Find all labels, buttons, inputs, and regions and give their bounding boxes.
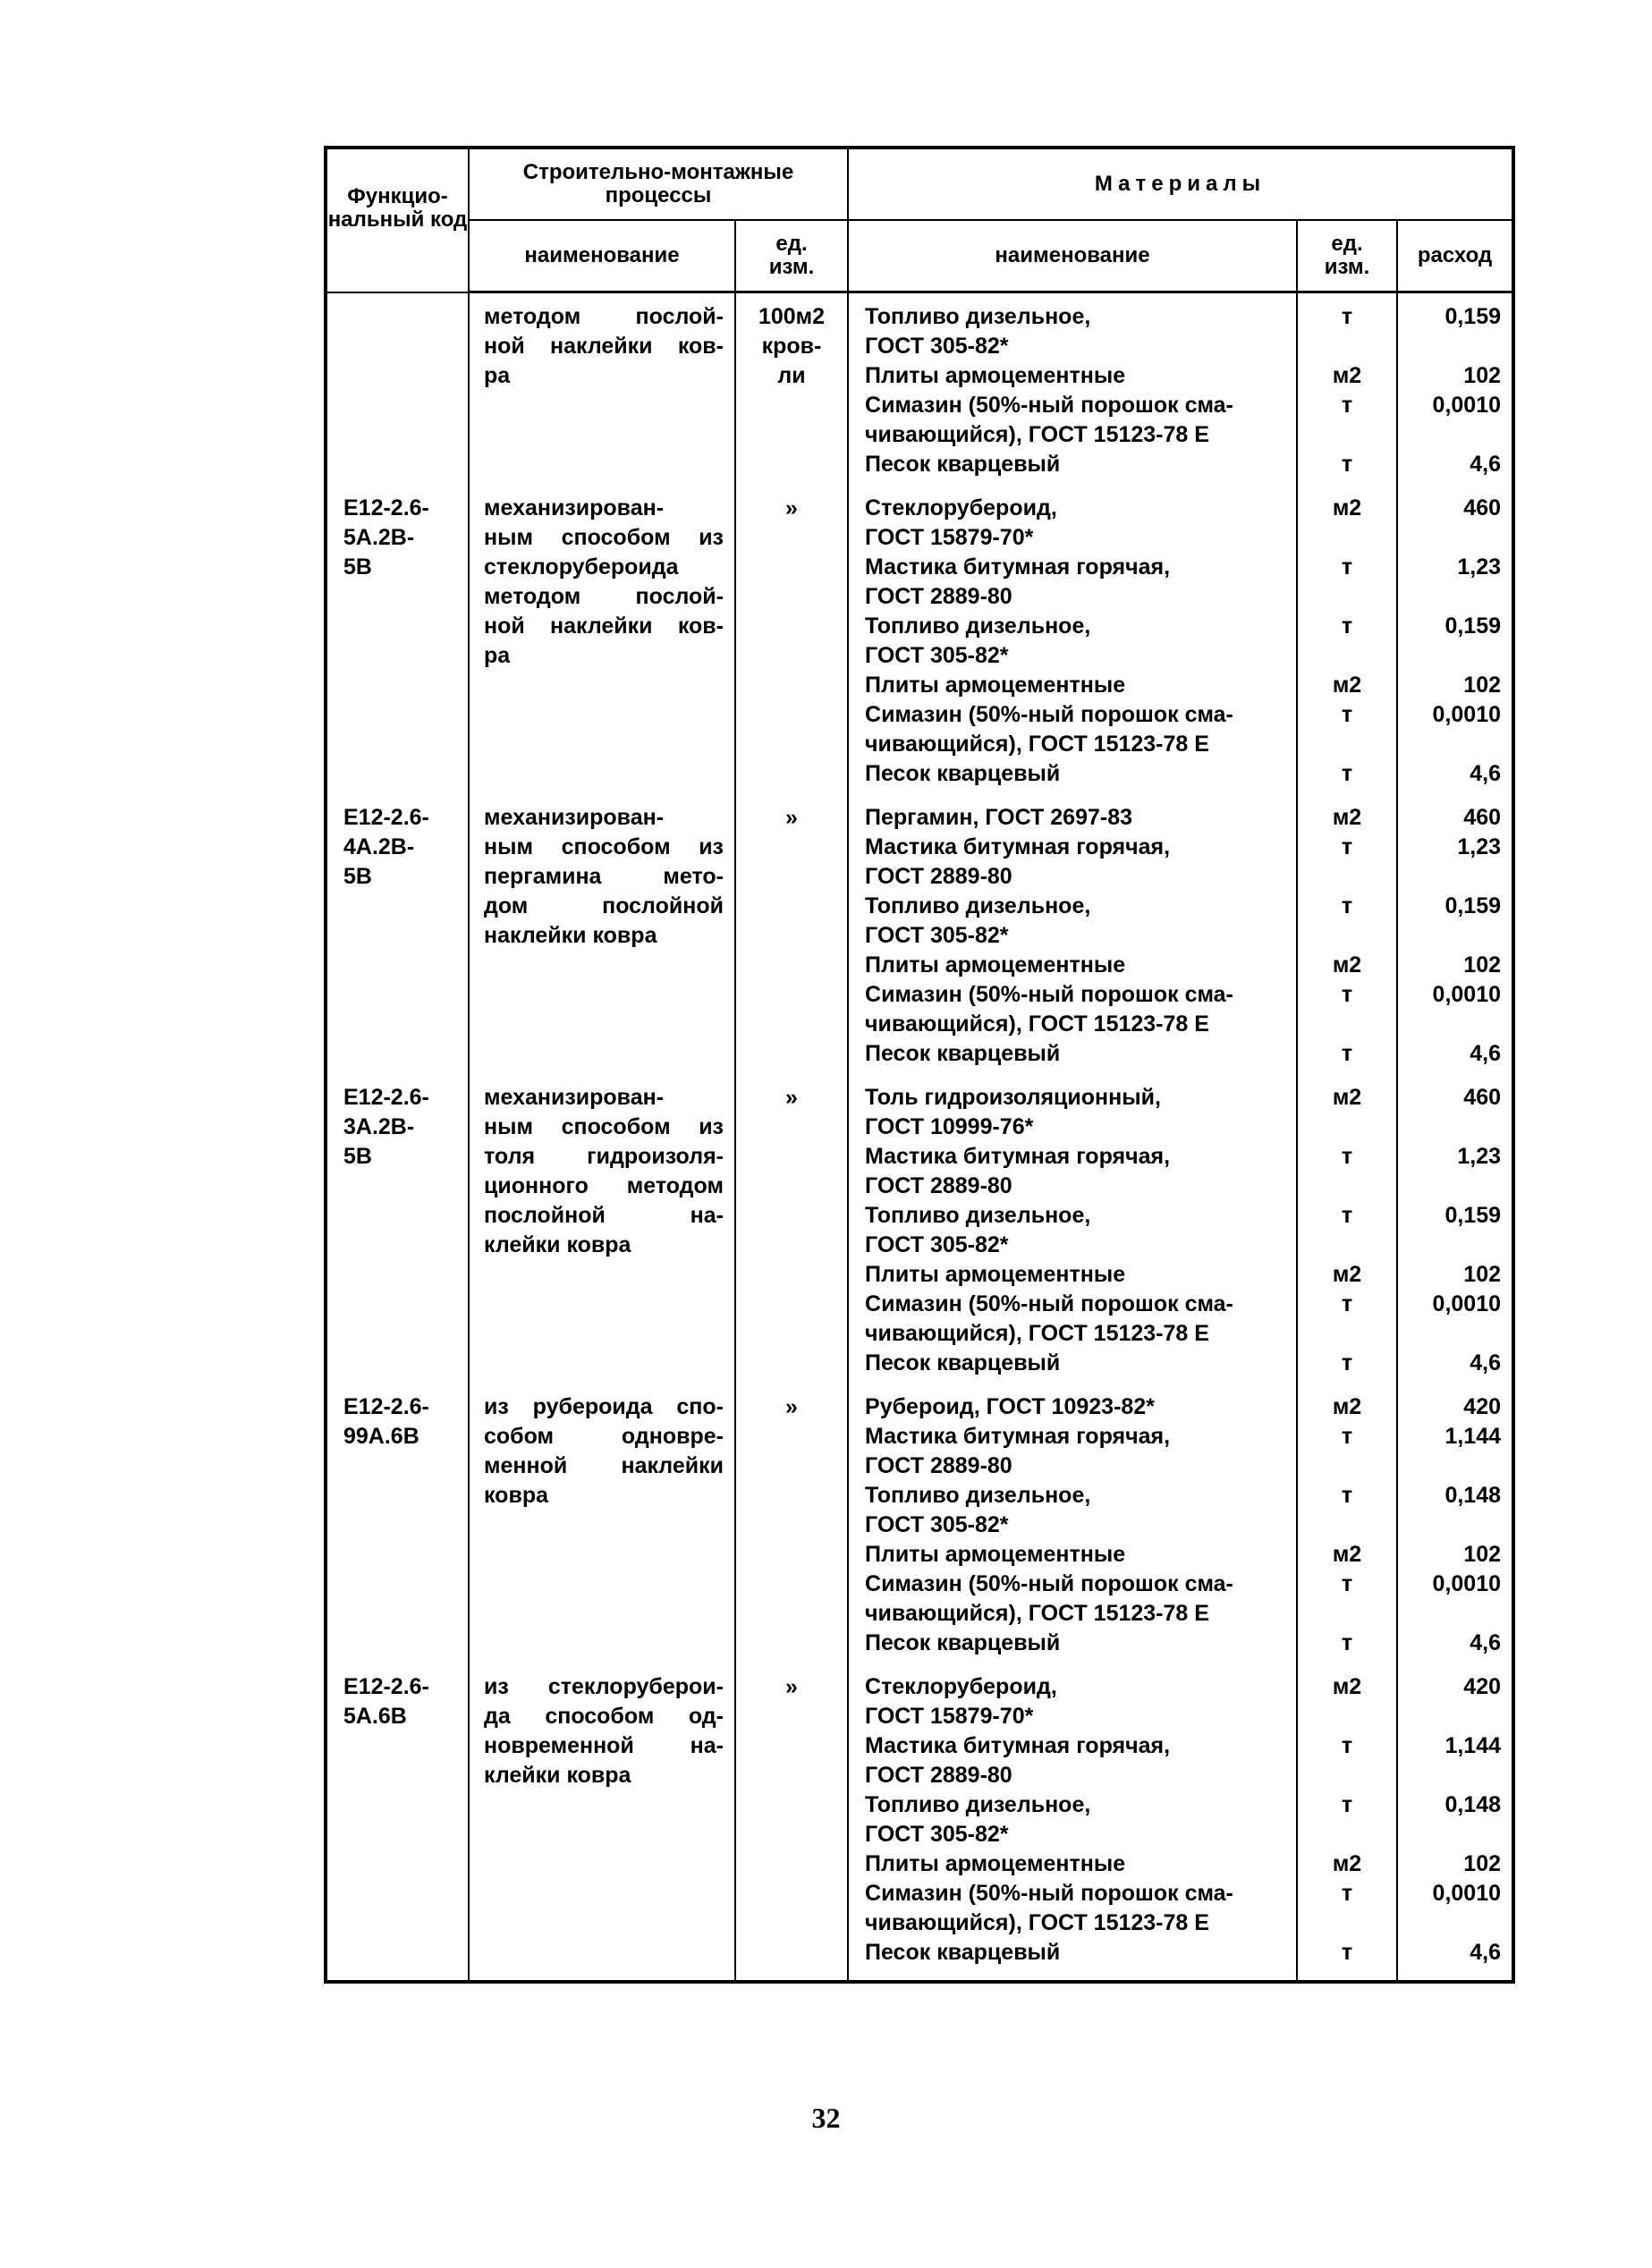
material-name-line: Плиты армоцементные: [865, 1851, 1126, 1876]
table-row: [326, 487, 1513, 796]
process-unit-line: кров-: [761, 334, 822, 359]
material-unit: т: [1341, 761, 1353, 786]
material-unit: т: [1341, 1424, 1353, 1449]
material-rate: 0,0010: [1432, 1881, 1502, 1906]
material-rate-cell: [1397, 1076, 1513, 1385]
material-name-line: Плиты армоцементные: [865, 952, 1126, 977]
material-rate: 102: [1463, 1851, 1502, 1876]
material-item: [865, 450, 1291, 479]
table-row: [326, 292, 1513, 487]
material-name-line: ГОСТ 2889-80: [865, 1763, 1012, 1788]
material-name-line: Мастика битумная горячая,: [865, 1144, 1171, 1169]
material-unit: м2: [1332, 363, 1362, 388]
material-name-line: Песок кварцевый: [865, 1041, 1061, 1066]
material-rate: 102: [1463, 952, 1502, 977]
material-name-line: чивающийся), ГОСТ 15123-78 Е: [865, 1910, 1209, 1935]
function-code-cell: [326, 1665, 469, 1982]
material-rate: 0,159: [1444, 304, 1502, 329]
material-rate: 0,148: [1444, 1792, 1502, 1817]
material-unit: м2: [1332, 1851, 1362, 1876]
material-rate: 460: [1463, 805, 1502, 830]
header-processes: Строительно-монтажные процессы: [469, 148, 848, 220]
material-name-cell: [848, 292, 1297, 487]
material-name-line: Топливо дизельное,: [865, 304, 1091, 329]
material-item: [865, 700, 1291, 759]
material-name-line: ГОСТ 15879-70*: [865, 1704, 1034, 1729]
material-name-line: Стеклорубероид,: [865, 495, 1057, 520]
material-unit: т: [1341, 1733, 1353, 1758]
material-item: [865, 803, 1291, 833]
material-name-line: Песок кварцевый: [865, 1350, 1061, 1375]
material-name-cell: [848, 1385, 1297, 1665]
material-item: [865, 1349, 1291, 1378]
material-name-line: ГОСТ 2889-80: [865, 1173, 1012, 1198]
material-name-line: Мастика битумная горячая,: [865, 1733, 1171, 1758]
header-mat-unit: ед. изм.: [1297, 220, 1397, 292]
function-code-line: Е12-2.6-: [343, 805, 429, 830]
process-name-line: механизирован-: [484, 805, 665, 830]
material-name-line: Толь гидроизоляционный,: [865, 1085, 1161, 1110]
material-name-line: Песок кварцевый: [865, 452, 1061, 477]
process-unit-cell: [735, 796, 848, 1076]
material-item: [865, 951, 1291, 980]
material-rate: 0,159: [1444, 1203, 1502, 1228]
process-name-line: да способом од-: [484, 1704, 724, 1729]
material-item: [865, 1879, 1291, 1938]
process-unit-line: »: [785, 1085, 798, 1110]
material-name-line: чивающийся), ГОСТ 15123-78 Е: [865, 1321, 1209, 1346]
function-code-line: Е12-2.6-: [343, 1085, 429, 1110]
material-unit-cell: [1297, 796, 1397, 1076]
material-name-line: Песок кварцевый: [865, 761, 1061, 786]
function-code-line: 5В: [343, 1144, 372, 1169]
material-name-line: Мастика битумная горячая,: [865, 1424, 1171, 1449]
material-unit: т: [1341, 1881, 1353, 1906]
material-name-line: Топливо дизельное,: [865, 1483, 1091, 1508]
table-row: [326, 1076, 1513, 1385]
material-unit: м2: [1332, 1085, 1362, 1110]
material-name-line: Симазин (50%-ный порошок сма-: [865, 1881, 1233, 1906]
process-name-line: ной наклейки ков-: [484, 334, 724, 359]
material-rate: 1,144: [1444, 1733, 1502, 1758]
material-rate: 460: [1463, 495, 1502, 520]
process-name-line: из рубероида спо-: [484, 1394, 724, 1419]
material-name-line: Симазин (50%-ный порошок сма-: [865, 982, 1233, 1007]
process-name-line: собом одновре-: [484, 1424, 724, 1449]
material-rate: 1,144: [1444, 1424, 1502, 1449]
material-rate: 0,0010: [1432, 1571, 1502, 1596]
material-name-line: Топливо дизельное,: [865, 893, 1091, 918]
process-unit-line: 100м2: [758, 304, 826, 329]
process-name-line: ной наклейки ков-: [484, 614, 724, 639]
material-item: [865, 391, 1291, 450]
material-item: [865, 1672, 1291, 1731]
material-rate: 4,6: [1470, 452, 1502, 477]
process-name-line: ра: [484, 363, 511, 388]
material-rate-cell: [1397, 1665, 1513, 1982]
material-unit: м2: [1332, 1394, 1362, 1419]
material-name-line: Плиты армоцементные: [865, 673, 1126, 698]
material-name-line: Песок кварцевый: [865, 1940, 1061, 1965]
material-item: [865, 1731, 1291, 1790]
function-code-line: 5А.6В: [343, 1704, 407, 1729]
material-rate-cell: [1397, 292, 1513, 487]
material-item: [865, 1260, 1291, 1290]
function-code-line: 3А.2В-: [343, 1114, 415, 1139]
material-unit-cell: [1297, 1385, 1397, 1665]
process-unit-cell: [735, 1665, 848, 1982]
material-name-line: Плиты армоцементные: [865, 363, 1126, 388]
material-name-line: ГОСТ 305-82*: [865, 643, 1009, 668]
material-rate: 0,0010: [1432, 982, 1502, 1007]
material-rate: 4,6: [1470, 761, 1502, 786]
material-item: [865, 759, 1291, 789]
material-unit: м2: [1332, 673, 1362, 698]
process-name-line: механизирован-: [484, 1085, 665, 1110]
material-item: [865, 671, 1291, 700]
material-item: [865, 494, 1291, 553]
material-name-line: ГОСТ 305-82*: [865, 1512, 1009, 1537]
material-name-line: ГОСТ 15879-70*: [865, 525, 1034, 550]
process-name-line: наклейки ковра: [484, 923, 657, 948]
material-rate: 102: [1463, 1542, 1502, 1567]
material-rate: 102: [1463, 1262, 1502, 1287]
material-unit: т: [1341, 1144, 1353, 1169]
function-code-line: 99А.6В: [343, 1424, 419, 1449]
material-rate: 0,0010: [1432, 393, 1502, 418]
material-item: [865, 1481, 1291, 1540]
material-rate: 1,23: [1457, 554, 1502, 580]
material-unit-cell: [1297, 1665, 1397, 1982]
material-name-line: Симазин (50%-ный порошок сма-: [865, 393, 1233, 418]
process-name-cell: [469, 796, 735, 1076]
material-name-line: Симазин (50%-ный порошок сма-: [865, 1291, 1233, 1316]
material-unit: т: [1341, 1571, 1353, 1596]
material-unit: м2: [1332, 1674, 1362, 1699]
material-item: [865, 1540, 1291, 1570]
material-unit: т: [1341, 304, 1353, 329]
material-unit: т: [1341, 614, 1353, 639]
material-name-line: ГОСТ 305-82*: [865, 1822, 1009, 1847]
material-name-line: Плиты армоцементные: [865, 1262, 1126, 1287]
material-name-line: Плиты армоцементные: [865, 1542, 1126, 1567]
material-rate: 102: [1463, 363, 1502, 388]
material-name-cell: [848, 1665, 1297, 1982]
material-unit: т: [1341, 1291, 1353, 1316]
material-unit: м2: [1332, 1262, 1362, 1287]
material-item: [865, 361, 1291, 391]
process-name-line: стеклорубероида: [484, 554, 679, 580]
material-unit: м2: [1332, 805, 1362, 830]
material-item: [865, 1392, 1291, 1422]
material-item: [865, 1083, 1291, 1142]
material-name-cell: [848, 1076, 1297, 1385]
function-code-line: Е12-2.6-: [343, 1394, 429, 1419]
process-name-line: толя гидроизоля-: [484, 1144, 724, 1169]
process-name-line: ра: [484, 643, 511, 668]
process-unit-cell: [735, 1385, 848, 1665]
material-unit: т: [1341, 982, 1353, 1007]
process-unit-line: »: [785, 495, 798, 520]
material-name-line: ГОСТ 305-82*: [865, 1232, 1009, 1257]
process-unit-cell: [735, 487, 848, 796]
material-item: [865, 833, 1291, 892]
process-name-line: менной наклейки: [484, 1453, 724, 1478]
header-proc-name: наименование: [469, 220, 735, 292]
process-name-cell: [469, 1385, 735, 1665]
material-name-line: Песок кварцевый: [865, 1630, 1061, 1655]
header-mat-name: наименование: [848, 220, 1297, 292]
material-unit: т: [1341, 1350, 1353, 1375]
material-item: [865, 1290, 1291, 1349]
material-rate-cell: [1397, 487, 1513, 796]
material-name-line: Пергамин, ГОСТ 2697-83: [865, 805, 1133, 830]
material-unit-cell: [1297, 487, 1397, 796]
process-name-line: пергамина мето-: [484, 864, 724, 889]
material-name-line: Мастика битумная горячая,: [865, 554, 1171, 580]
material-name-line: Стеклорубероид,: [865, 1674, 1057, 1699]
material-name-line: Топливо дизельное,: [865, 1203, 1091, 1228]
material-name-line: Топливо дизельное,: [865, 614, 1091, 639]
material-rate: 0,159: [1444, 893, 1502, 918]
process-name-line: ным способом из: [484, 834, 724, 859]
material-name-line: ГОСТ 305-82*: [865, 923, 1009, 948]
function-code-line: 5В: [343, 554, 372, 580]
function-code-line: 5В: [343, 864, 372, 889]
process-unit-line: ли: [777, 363, 806, 388]
process-name-line: дом послойной: [484, 893, 724, 918]
process-name-line: клейки ковра: [484, 1763, 631, 1788]
material-unit: т: [1341, 834, 1353, 859]
material-name-line: Рубероид, ГОСТ 10923-82*: [865, 1394, 1155, 1419]
material-item: [865, 612, 1291, 671]
material-rate: 1,23: [1457, 1144, 1502, 1169]
material-name-line: ГОСТ 10999-76*: [865, 1114, 1034, 1139]
material-rate: 102: [1463, 673, 1502, 698]
header-materials: Материалы: [848, 148, 1513, 220]
material-name-line: чивающийся), ГОСТ 15123-78 Е: [865, 1011, 1209, 1037]
material-name-line: ГОСТ 2889-80: [865, 864, 1012, 889]
function-code-line: Е12-2.6-: [343, 1674, 429, 1699]
material-item: [865, 1938, 1291, 1968]
material-name-cell: [848, 796, 1297, 1076]
material-name-cell: [848, 487, 1297, 796]
table-row: [326, 796, 1513, 1076]
header-func-code: Функцио-нальный код: [326, 148, 469, 292]
material-rate-cell: [1397, 1385, 1513, 1665]
material-name-line: чивающийся), ГОСТ 15123-78 Е: [865, 1601, 1209, 1626]
material-item: [865, 1629, 1291, 1658]
process-name-line: механизирован-: [484, 495, 665, 520]
process-unit-line: »: [785, 1394, 798, 1419]
function-code-cell: [326, 487, 469, 796]
function-code-cell: [326, 796, 469, 1076]
material-name-line: ГОСТ 2889-80: [865, 584, 1012, 609]
process-name-line: методом послой-: [484, 304, 724, 329]
material-unit: м2: [1332, 495, 1362, 520]
function-code-cell: [326, 292, 469, 487]
process-unit-line: »: [785, 1674, 798, 1699]
process-name-line: клейки ковра: [484, 1232, 631, 1257]
material-name-line: чивающийся), ГОСТ 15123-78 Е: [865, 422, 1209, 447]
material-unit: т: [1341, 1483, 1353, 1508]
material-name-line: ГОСТ 2889-80: [865, 1453, 1012, 1478]
material-rate: 420: [1463, 1394, 1502, 1419]
material-item: [865, 892, 1291, 951]
material-unit: т: [1341, 1630, 1353, 1655]
process-name-line: ционного методом: [484, 1173, 724, 1198]
material-item: [865, 1422, 1291, 1481]
material-unit: т: [1341, 1940, 1353, 1965]
process-unit-cell: [735, 292, 848, 487]
material-item: [865, 1790, 1291, 1849]
process-unit-line: »: [785, 805, 798, 830]
function-code-cell: [326, 1076, 469, 1385]
process-name-cell: [469, 1665, 735, 1982]
material-rate: 1,23: [1457, 834, 1502, 859]
material-rate-cell: [1397, 796, 1513, 1076]
table-row: [326, 1665, 1513, 1982]
material-rate: 0,159: [1444, 614, 1502, 639]
process-name-cell: [469, 487, 735, 796]
function-code-line: Е12-2.6-: [343, 495, 429, 520]
material-name-line: Симазин (50%-ный порошок сма-: [865, 702, 1233, 727]
table-row: [326, 1385, 1513, 1665]
material-unit-cell: [1297, 292, 1397, 487]
material-rate: 420: [1463, 1674, 1502, 1699]
material-name-line: Топливо дизельное,: [865, 1792, 1091, 1817]
material-unit: т: [1341, 393, 1353, 418]
material-rate: 4,6: [1470, 1940, 1502, 1965]
table-body: [326, 292, 1513, 1983]
material-unit: т: [1341, 452, 1353, 477]
material-rate: 4,6: [1470, 1350, 1502, 1375]
material-unit: т: [1341, 1792, 1353, 1817]
material-rate: 460: [1463, 1085, 1502, 1110]
material-unit-cell: [1297, 1076, 1397, 1385]
process-name-line: ковра: [484, 1483, 548, 1508]
process-name-line: из стеклоруберои-: [484, 1674, 724, 1699]
process-name-line: новременной на-: [484, 1733, 724, 1758]
material-unit: т: [1341, 1203, 1353, 1228]
material-name-line: чивающийся), ГОСТ 15123-78 Е: [865, 732, 1209, 757]
material-rate: 4,6: [1470, 1041, 1502, 1066]
material-item: [865, 1570, 1291, 1629]
material-item: [865, 553, 1291, 612]
material-unit: т: [1341, 893, 1353, 918]
material-rate: 4,6: [1470, 1630, 1502, 1655]
material-unit: т: [1341, 554, 1353, 580]
process-name-cell: [469, 292, 735, 487]
material-unit: м2: [1332, 952, 1362, 977]
material-rate: 0,148: [1444, 1483, 1502, 1508]
function-code-line: 5А.2В-: [343, 525, 415, 550]
material-item: [865, 1849, 1291, 1879]
material-unit: т: [1341, 702, 1353, 727]
material-unit: т: [1341, 1041, 1353, 1066]
process-name-line: ным способом из: [484, 1114, 724, 1139]
process-name-line: послойной на-: [484, 1203, 724, 1228]
header-mat-rate: расход: [1397, 220, 1513, 292]
materials-table: [324, 146, 1515, 1984]
material-item: [865, 1201, 1291, 1260]
process-name-line: методом послой-: [484, 584, 724, 609]
material-name-line: Симазин (50%-ный порошок сма-: [865, 1571, 1233, 1596]
process-unit-cell: [735, 1076, 848, 1385]
header-proc-unit: ед. изм.: [735, 220, 848, 292]
material-rate: 0,0010: [1432, 1291, 1502, 1316]
material-item: [865, 302, 1291, 361]
material-rate: 0,0010: [1432, 702, 1502, 727]
material-item: [865, 1142, 1291, 1201]
material-unit: м2: [1332, 1542, 1362, 1567]
function-code-cell: [326, 1385, 469, 1665]
material-item: [865, 980, 1291, 1039]
function-code-line: 4А.2В-: [343, 834, 415, 859]
page-number: 32: [811, 2102, 841, 2134]
material-item: [865, 1039, 1291, 1069]
material-name-line: Мастика битумная горячая,: [865, 834, 1171, 859]
process-name-cell: [469, 1076, 735, 1385]
process-name-line: ным способом из: [484, 525, 724, 550]
material-name-line: ГОСТ 305-82*: [865, 334, 1009, 359]
